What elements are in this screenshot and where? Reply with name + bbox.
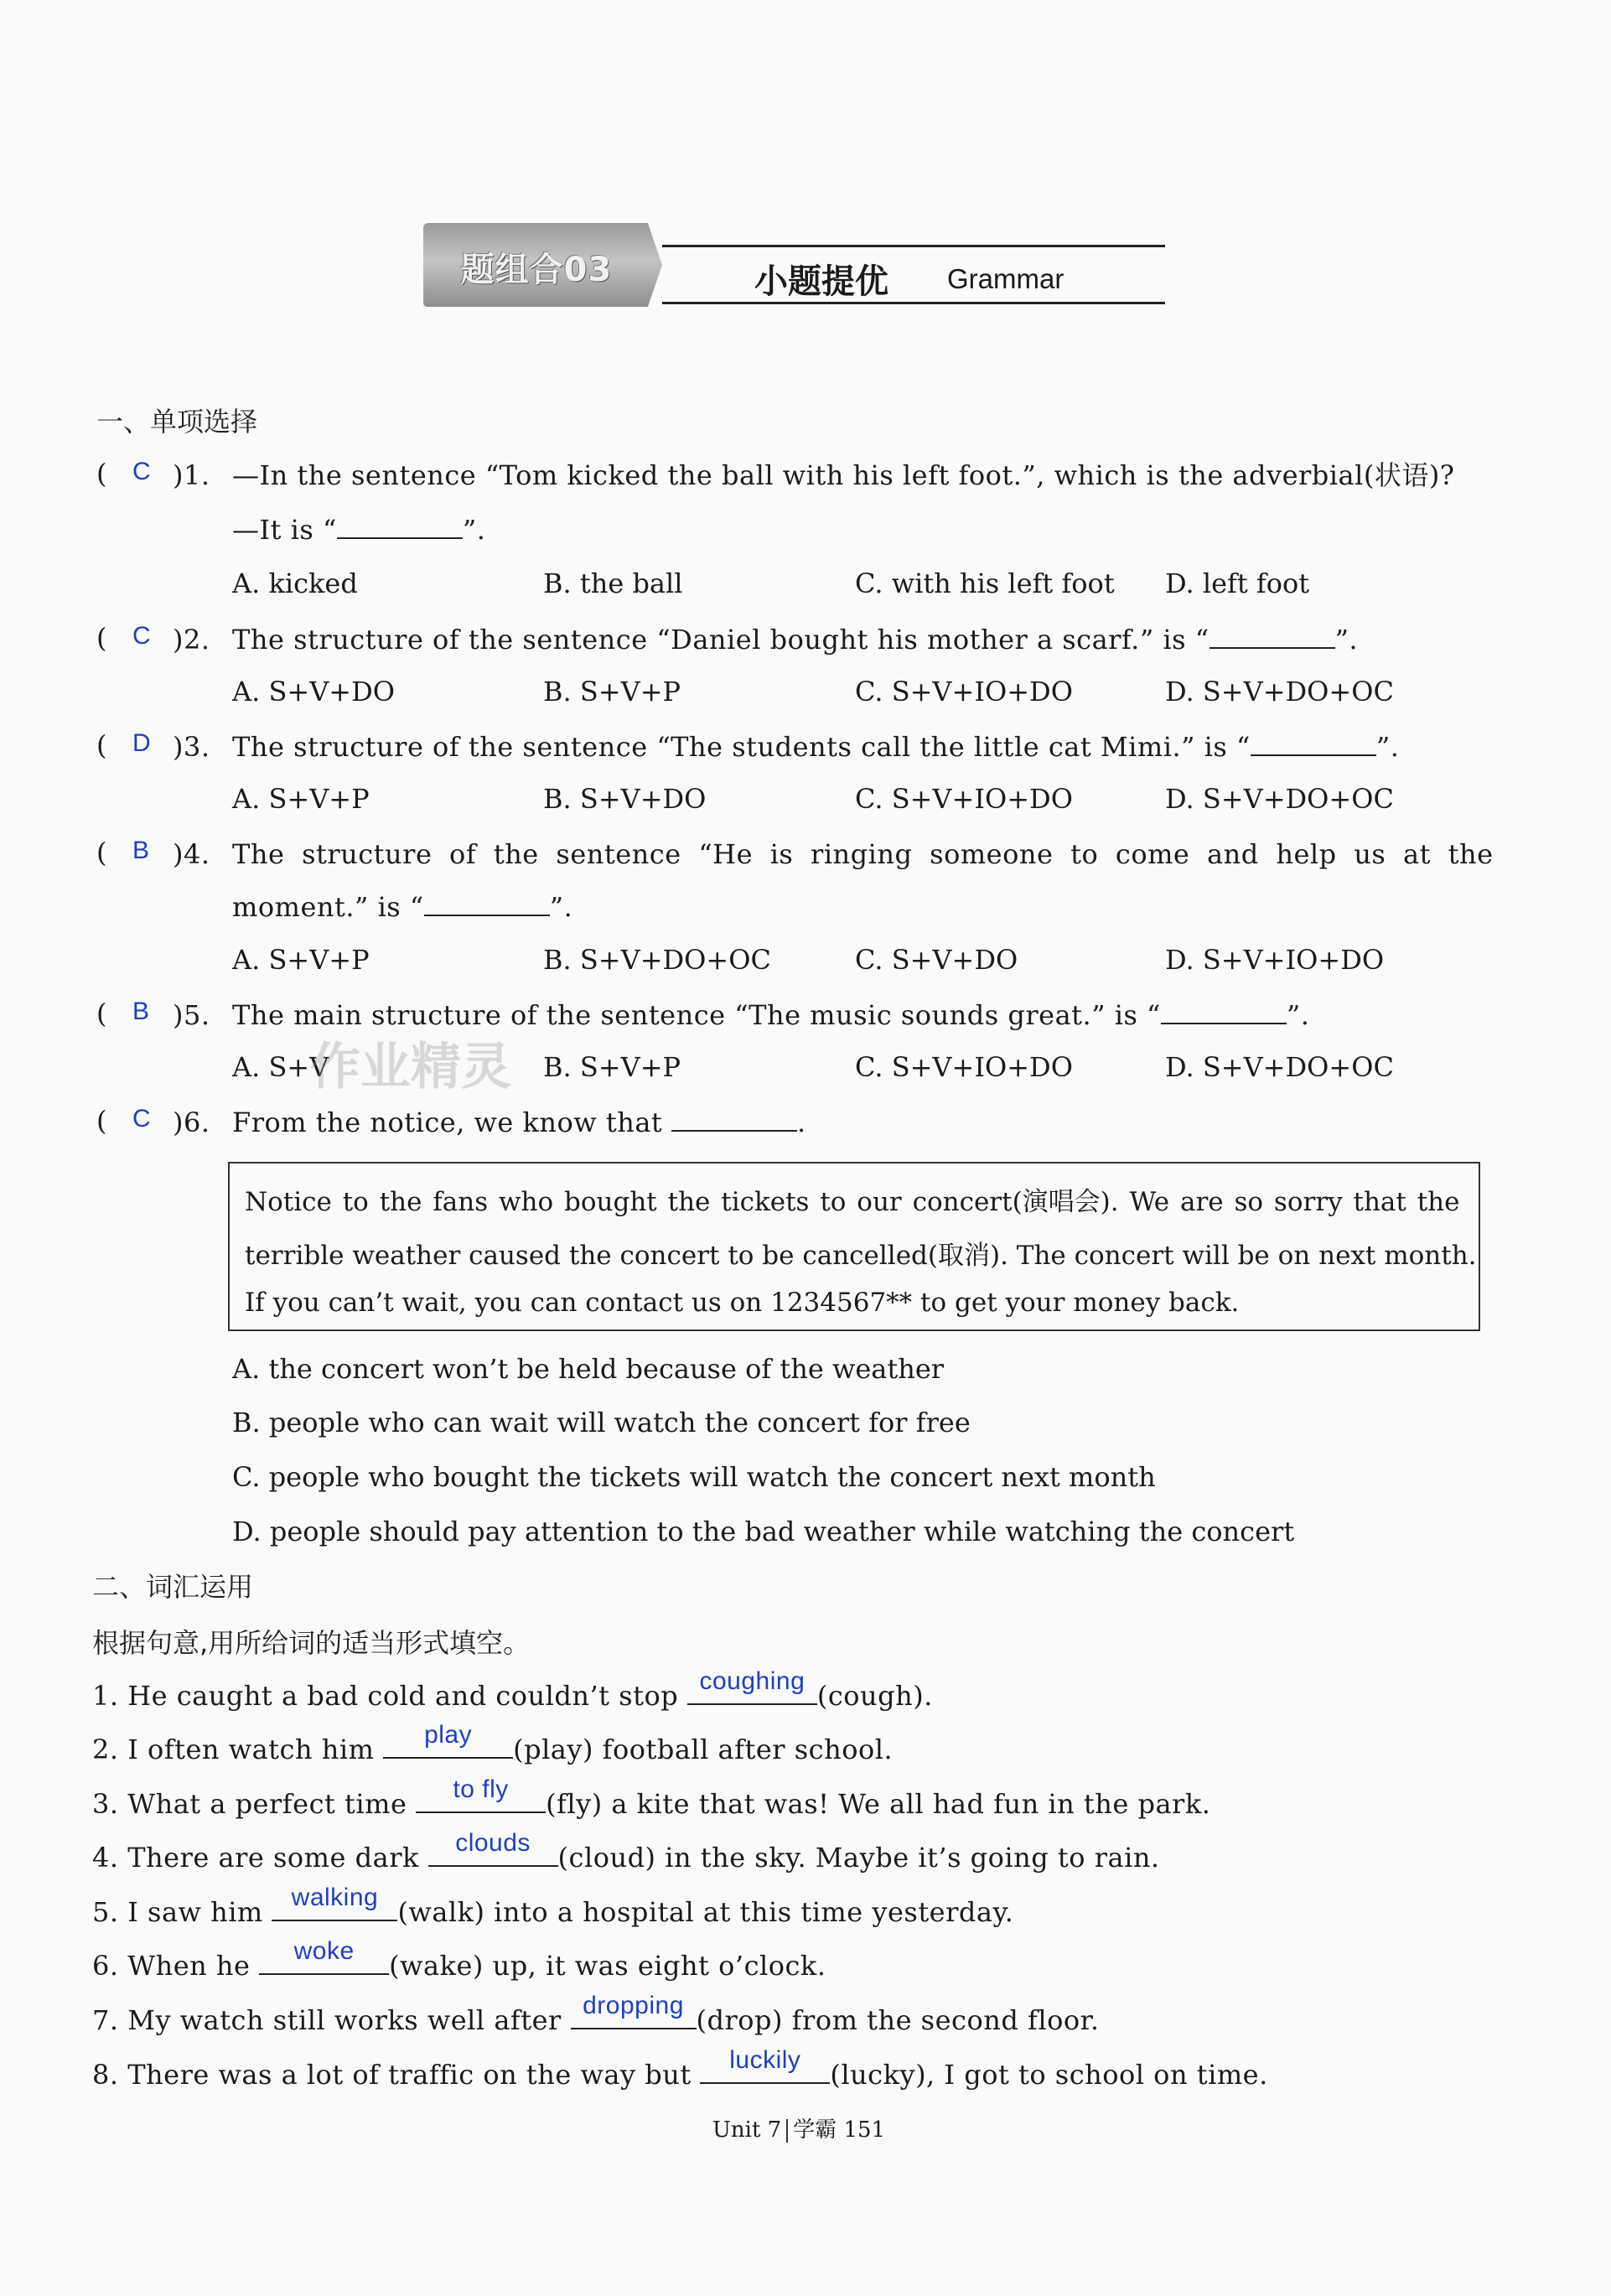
answer-paren-open: ( <box>96 998 107 1029</box>
q2-stem: The structure of the sentence “Daniel bought his mother a scarf.” is “ ”. <box>232 624 1359 656</box>
notice-box <box>228 1162 1480 1331</box>
q5-answer: B <box>132 998 150 1025</box>
q4-stem2: moment.” is “ ”. <box>232 891 573 923</box>
q1-option-a: A. kicked <box>232 568 358 599</box>
page-footer <box>712 2112 885 2143</box>
q3-number: )3. <box>173 731 210 763</box>
q4-number: )4. <box>173 838 210 870</box>
q1-number: )1. <box>173 459 210 491</box>
q6-answer: C <box>132 1105 151 1132</box>
fill-item-4: 4. There are some dark clouds (cloud) in the sky. Maybe it’s going to rain. <box>92 1838 1160 1874</box>
q6-option-b: B. people who can wait will watch the concert for free <box>232 1407 971 1438</box>
q5-number: )5. <box>173 999 210 1031</box>
q1-answer: C <box>132 458 151 485</box>
banner-title-zh: 小题提优 <box>754 262 888 301</box>
answer-paren-open: ( <box>96 458 107 490</box>
fill-item-2: 2. I often watch him play (play) football after school. <box>92 1730 893 1766</box>
q5-stem: The main structure of the sentence “The music sounds great.” is “ ”. <box>232 999 1310 1031</box>
fill-item-5: 5. I saw him walking (walk) into a hospital at this time yesterday. <box>92 1893 1013 1929</box>
section-banner <box>423 220 1165 312</box>
q2-option-b: B. S+V+P <box>543 676 681 707</box>
q1-stem: —In the sentence “Tom kicked the ball with his left foot.”, which is the adverbial(状语)? <box>232 459 1455 491</box>
section2-heading: 二、词汇运用 <box>92 1571 254 1603</box>
banner-rule-top <box>662 245 1165 247</box>
banner-title-en: Grammar <box>947 263 1065 294</box>
footer-separator <box>786 2119 788 2143</box>
banner-rule-bottom <box>662 302 1165 304</box>
q3-answer: D <box>132 729 151 757</box>
q1-option-d: D. left foot <box>1165 568 1310 599</box>
q1-option-c: C. with his left foot <box>855 568 1115 599</box>
q3-stem: The structure of the sentence “The students call the little cat Mimi.” is “ ”. <box>232 731 1400 763</box>
q5-option-c: C. S+V+IO+DO <box>855 1051 1073 1083</box>
q4-option-a: A. S+V+P <box>232 944 370 976</box>
fill-answer-6: woke <box>293 1937 355 1965</box>
q5-option-b: B. S+V+P <box>543 1051 681 1083</box>
fill-answer-2: play <box>424 1721 473 1749</box>
fill-answer-8: luckily <box>729 2046 801 2074</box>
fill-answer-1: coughing <box>699 1667 806 1695</box>
answer-paren-open: ( <box>96 622 107 654</box>
q3-option-a: A. S+V+P <box>232 783 370 815</box>
q6-number: )6. <box>173 1107 210 1138</box>
q4-option-d: D. S+V+IO+DO <box>1165 944 1385 976</box>
answer-paren-open: ( <box>96 729 107 761</box>
q2-option-a: A. S+V+DO <box>232 676 395 707</box>
q4-stem: The structure of the sentence “He is ringing someone to come and help us at the <box>232 838 1494 870</box>
answer-paren-open: ( <box>96 1105 107 1137</box>
q5-option-a: A. S+V <box>232 1051 329 1083</box>
fill-item-7: 7. My watch still works well after dropping (drop) from the second floor. <box>92 2001 1100 2037</box>
fill-item-6: 6. When he woke (wake) up, it was eight o’clock. <box>92 1946 826 1982</box>
answer-paren-open: ( <box>96 837 107 868</box>
q4-option-b: B. S+V+DO+OC <box>543 944 771 976</box>
notice-line-1: Notice to the fans who bought the tickets to our concert(演唱会). We are so sorry that the <box>245 1187 1460 1217</box>
q4-option-c: C. S+V+DO <box>855 944 1018 976</box>
footer-unit: Unit 7 <box>712 2117 782 2143</box>
notice-line-3: If you can’t wait, you can contact us on 1234567** to get your money back. <box>245 1288 1240 1318</box>
q4-answer: B <box>132 837 150 864</box>
fill-item-8: 8. There was a lot of traffic on the way but luckily (lucky), I got to school on time. <box>92 2055 1268 2091</box>
fill-item-3: 3. What a perfect time to fly (fly) a kite that was! We all had fun in the park. <box>92 1785 1210 1821</box>
banner-badge-text: 题组合03 <box>460 251 613 289</box>
q5-option-d: D. S+V+DO+OC <box>1165 1051 1394 1083</box>
section2-instruction: 根据句意,用所给词的适当形式填空。 <box>92 1627 531 1659</box>
fill-item-1: 1. He caught a bad cold and couldn’t stop coughing (cough). <box>92 1677 933 1713</box>
fill-answer-3: to fly <box>453 1775 509 1803</box>
q1-option-b: B. the ball <box>543 568 683 599</box>
q3-option-d: D. S+V+DO+OC <box>1165 783 1394 815</box>
fill-answer-4: clouds <box>455 1829 531 1857</box>
q6-option-d: D. people should pay attention to the bad weather while watching the concert <box>232 1516 1295 1547</box>
fill-answer-5: walking <box>291 1884 379 1911</box>
q6-option-c: C. people who bought the tickets will watch the concert next month <box>232 1461 1156 1493</box>
footer-brand: 学霸 <box>793 2117 837 2143</box>
q6-option-a: A. the concert won’t be held because of the weather <box>232 1353 945 1385</box>
q2-number: )2. <box>173 624 210 656</box>
page-number: 151 <box>843 2117 886 2143</box>
q3-option-b: B. S+V+DO <box>543 783 707 815</box>
section1-heading: 一、单项选择 <box>96 406 258 438</box>
q2-option-d: D. S+V+DO+OC <box>1165 676 1394 707</box>
q2-answer: C <box>132 622 151 650</box>
q2-option-c: C. S+V+IO+DO <box>855 676 1073 707</box>
notice-line-2: terrible weather caused the concert to be cancelled(取消). The concert will be on next month. <box>245 1241 1477 1271</box>
q3-option-c: C. S+V+IO+DO <box>855 783 1073 815</box>
q6-stem: From the notice, we know that . <box>232 1107 806 1138</box>
fill-answer-7: dropping <box>583 1992 684 2019</box>
watermark: 作业精灵 <box>310 1038 511 1096</box>
q1-stem2: —It is “ ”. <box>232 514 486 546</box>
